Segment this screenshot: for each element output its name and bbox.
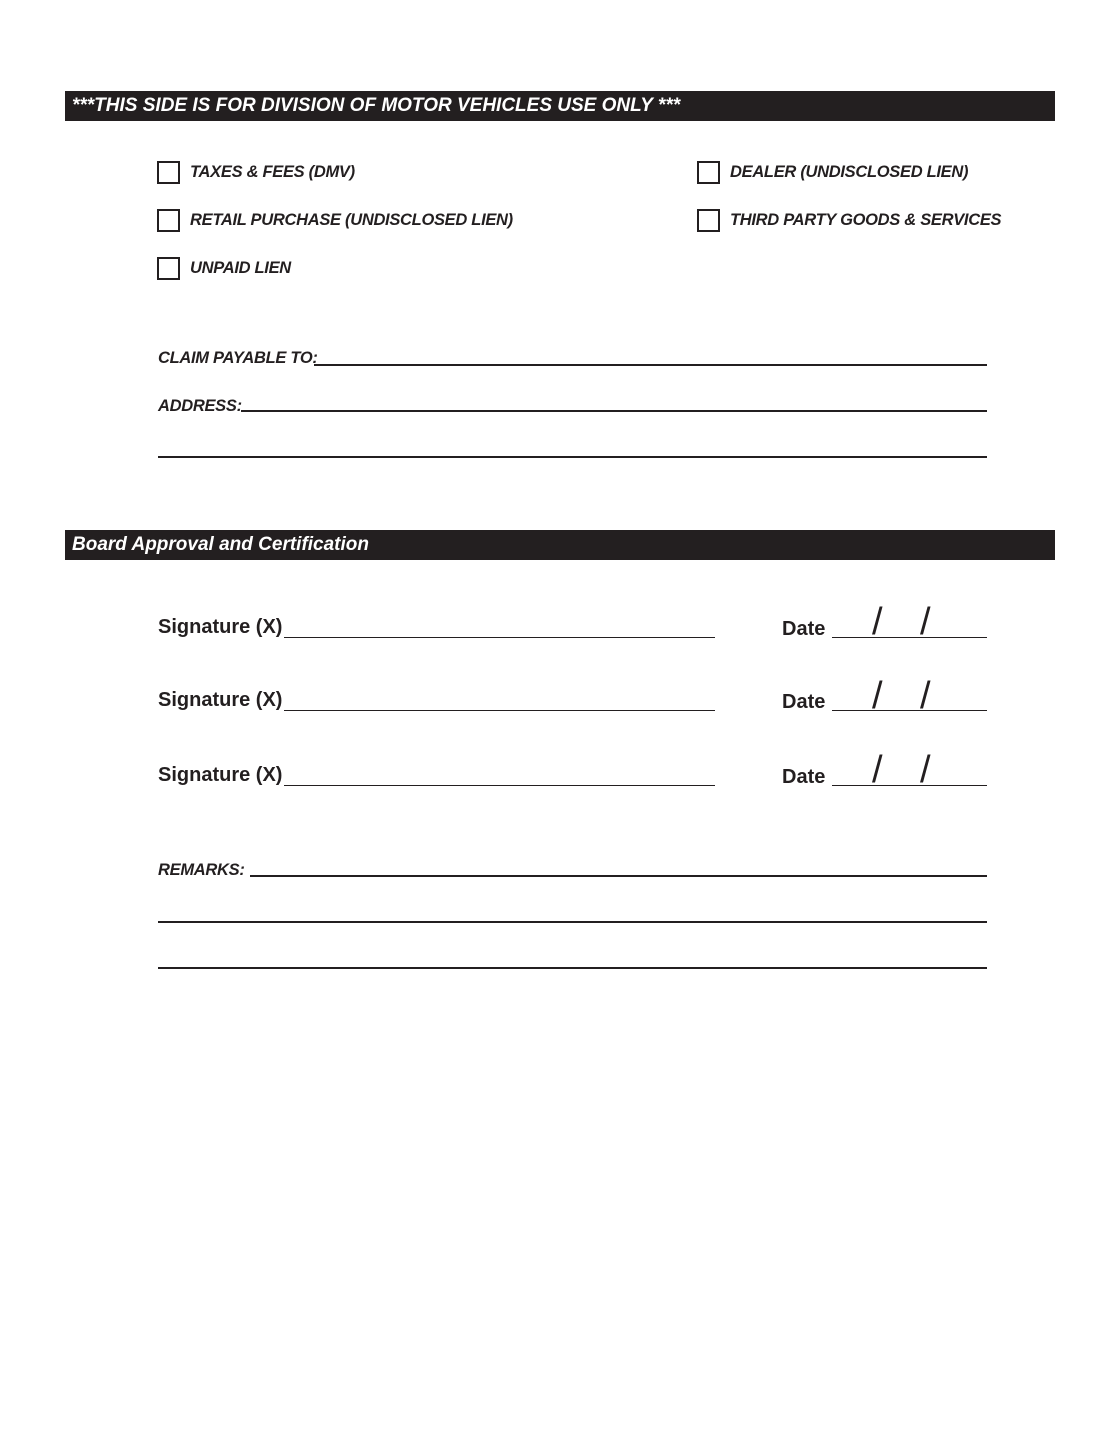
signature-label: Signature (X) (158, 764, 283, 786)
date-label: Date (782, 618, 826, 640)
date-separator: / (920, 749, 931, 791)
remarks-line-3[interactable] (158, 967, 987, 969)
date-separator: / (872, 749, 883, 791)
date-line[interactable] (832, 785, 987, 786)
claim-payable-label: CLAIM PAYABLE TO: (158, 349, 318, 367)
address-label: ADDRESS: (158, 397, 242, 415)
checkbox-box[interactable] (697, 209, 720, 232)
date-line[interactable] (832, 637, 987, 638)
date-separator: / (872, 601, 883, 643)
checkbox-box[interactable] (157, 257, 180, 280)
checkbox-label: TAXES & FEES (DMV) (190, 163, 355, 181)
remarks-label: REMARKS: (158, 861, 245, 879)
dmv-section-header: ***THIS SIDE IS FOR DIVISION OF MOTOR VEHICLES USE ONLY *** (65, 91, 1055, 121)
checkbox-label: RETAIL PURCHASE (UNDISCLOSED LIEN) (190, 211, 513, 229)
date-separator: / (872, 675, 883, 717)
checkbox-label: UNPAID LIEN (190, 259, 291, 277)
address-line-1[interactable] (241, 410, 987, 412)
signature-line[interactable] (284, 785, 715, 786)
date-separator: / (920, 675, 931, 717)
address-line-2[interactable] (158, 456, 987, 458)
board-section-header: Board Approval and Certification (65, 530, 1055, 560)
checkbox-dealer[interactable] (697, 161, 968, 184)
signature-label: Signature (X) (158, 689, 283, 711)
checkbox-box[interactable] (157, 161, 180, 184)
checkbox-third-party[interactable] (697, 209, 1001, 232)
remarks-line-2[interactable] (158, 921, 987, 923)
signature-line[interactable] (284, 637, 715, 638)
date-separator: / (920, 601, 931, 643)
signature-line[interactable] (284, 710, 715, 711)
checkbox-unpaid-lien[interactable] (157, 257, 291, 280)
date-label: Date (782, 691, 826, 713)
checkbox-retail-purchase[interactable] (157, 209, 513, 232)
signature-label: Signature (X) (158, 616, 283, 638)
remarks-line-1[interactable] (250, 875, 987, 877)
checkbox-label: THIRD PARTY GOODS & SERVICES (730, 211, 1002, 229)
claim-payable-line[interactable] (314, 364, 987, 366)
checkbox-box[interactable] (157, 209, 180, 232)
checkbox-taxes-fees[interactable] (157, 161, 355, 184)
date-label: Date (782, 766, 826, 788)
checkbox-label: DEALER (UNDISCLOSED LIEN) (730, 163, 969, 181)
date-line[interactable] (832, 710, 987, 711)
checkbox-box[interactable] (697, 161, 720, 184)
